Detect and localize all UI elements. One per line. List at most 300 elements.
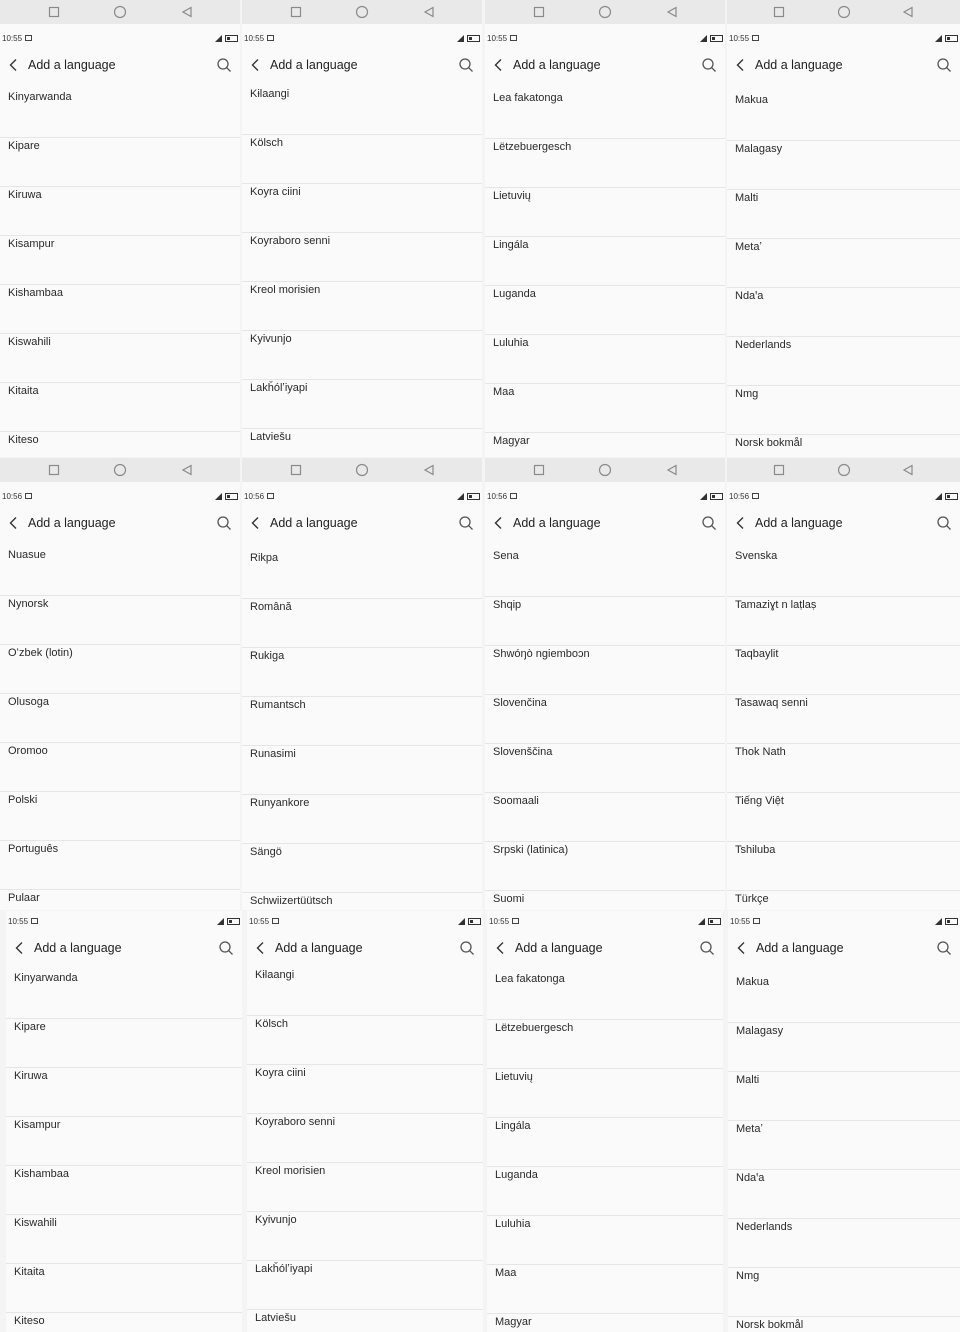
signal-icon xyxy=(700,35,707,42)
status-time: 10:55 xyxy=(249,916,270,926)
back-button[interactable] xyxy=(485,50,511,80)
recent-apps-icon[interactable] xyxy=(41,0,67,24)
language-item[interactable] xyxy=(727,435,960,457)
sim-card-icon xyxy=(510,35,517,41)
battery-icon xyxy=(710,493,723,500)
language-name: Runasimi xyxy=(250,748,296,760)
battery-icon xyxy=(945,35,958,42)
language-name: Kipare xyxy=(14,1021,46,1033)
back-button[interactable] xyxy=(242,508,268,538)
signal-icon xyxy=(457,493,464,500)
status-time: 10:56 xyxy=(487,491,508,501)
language-item[interactable] xyxy=(242,844,482,893)
language-screen-3 xyxy=(485,0,725,457)
language-item[interactable] xyxy=(485,744,725,793)
language-item[interactable] xyxy=(485,646,725,695)
language-name: Lingála xyxy=(493,239,529,251)
recent-apps-icon[interactable] xyxy=(283,0,309,24)
language-item[interactable] xyxy=(247,1016,483,1065)
status-time: 10:55 xyxy=(2,33,23,43)
recent-apps-icon[interactable] xyxy=(526,458,552,482)
language-item[interactable] xyxy=(242,746,482,795)
battery-icon xyxy=(710,35,723,42)
language-name: Shqip xyxy=(493,599,522,611)
language-item[interactable] xyxy=(727,386,960,435)
status-time: 10:55 xyxy=(8,916,29,926)
language-item[interactable] xyxy=(0,645,240,694)
language-item[interactable] xyxy=(485,433,725,457)
page-title: Add a language xyxy=(513,58,601,72)
status-time: 10:56 xyxy=(244,491,265,501)
language-name: Lakȟólʼiyapi xyxy=(255,1263,313,1275)
search-button[interactable] xyxy=(697,508,721,538)
search-icon xyxy=(458,57,474,73)
language-item[interactable] xyxy=(727,891,960,910)
search-button[interactable] xyxy=(454,508,478,538)
language-name: Kishambaa xyxy=(8,287,64,299)
language-item[interactable] xyxy=(487,971,723,1020)
language-item[interactable] xyxy=(485,237,725,286)
language-item[interactable] xyxy=(728,1170,960,1219)
language-item[interactable] xyxy=(487,1216,723,1265)
nav-back-icon[interactable] xyxy=(895,458,921,482)
language-name: Kiteso xyxy=(14,1315,45,1327)
recent-apps-icon[interactable] xyxy=(283,458,309,482)
language-name: Malagasy xyxy=(735,143,783,155)
language-name: Malagasy xyxy=(736,1025,784,1037)
signal-icon xyxy=(700,493,707,500)
search-button[interactable] xyxy=(212,50,236,80)
language-name: Türkçe xyxy=(735,893,769,905)
language-item[interactable] xyxy=(0,187,240,236)
language-item[interactable] xyxy=(242,233,482,282)
language-name: Rukiga xyxy=(250,650,285,662)
language-name: Slovenščina xyxy=(493,746,553,758)
home-icon[interactable] xyxy=(107,0,133,24)
language-item[interactable] xyxy=(0,383,240,432)
language-name: Nynorsk xyxy=(8,598,49,610)
language-name: Lea fakatonga xyxy=(493,92,563,104)
language-name: Maa xyxy=(495,1267,517,1279)
signal-icon xyxy=(217,918,224,925)
chevron-left-icon xyxy=(493,58,503,72)
language-item[interactable] xyxy=(728,1121,960,1170)
language-item[interactable] xyxy=(728,1268,960,1317)
status-left xyxy=(2,492,32,501)
language-name: Rikpa xyxy=(250,552,279,564)
home-icon[interactable] xyxy=(349,0,375,24)
language-name: Kisampur xyxy=(14,1119,61,1131)
language-item[interactable] xyxy=(0,792,240,841)
language-name: Kitaita xyxy=(8,385,39,397)
language-name: Tshiluba xyxy=(735,844,776,856)
app-bar xyxy=(247,933,483,963)
language-item[interactable] xyxy=(247,1261,483,1310)
home-icon[interactable] xyxy=(592,0,618,24)
language-item[interactable] xyxy=(485,842,725,891)
language-name: Malti xyxy=(736,1074,760,1086)
language-item[interactable] xyxy=(247,967,483,1016)
language-screen-6 xyxy=(242,458,482,910)
language-item[interactable] xyxy=(728,974,960,1023)
language-name: Kipare xyxy=(8,140,40,152)
system-nav-bar xyxy=(485,0,725,24)
search-icon xyxy=(936,515,952,531)
language-name: Shwóŋò ngiemboɔn xyxy=(493,648,590,660)
status-left xyxy=(244,34,274,43)
sim-card-icon xyxy=(25,35,32,41)
signal-icon xyxy=(215,35,222,42)
language-item[interactable] xyxy=(728,1219,960,1268)
language-item[interactable] xyxy=(485,597,725,646)
search-icon xyxy=(458,515,474,531)
home-icon[interactable] xyxy=(831,458,857,482)
sim-card-icon xyxy=(752,493,759,499)
language-item[interactable] xyxy=(6,970,242,1019)
language-item[interactable] xyxy=(6,1166,242,1215)
chevron-left-icon xyxy=(8,516,18,530)
search-icon xyxy=(936,940,952,956)
language-item[interactable] xyxy=(242,599,482,648)
language-item[interactable] xyxy=(6,1313,242,1332)
nav-back-icon[interactable] xyxy=(416,458,442,482)
search-button[interactable] xyxy=(932,50,956,80)
back-button[interactable] xyxy=(728,933,754,963)
language-name: Lea fakatonga xyxy=(495,973,565,985)
chevron-left-icon xyxy=(250,516,260,530)
language-item[interactable] xyxy=(6,1117,242,1166)
language-item[interactable] xyxy=(242,697,482,746)
language-item[interactable] xyxy=(485,90,725,139)
status-bar xyxy=(727,30,960,46)
chevron-left-icon xyxy=(495,941,505,955)
status-bar xyxy=(485,488,725,504)
search-button[interactable] xyxy=(212,508,236,538)
sim-card-icon xyxy=(753,918,760,924)
language-item[interactable] xyxy=(727,548,960,597)
system-nav-bar xyxy=(0,458,240,482)
language-name: Tamaziɣt n laṭlaṣ xyxy=(735,599,817,611)
language-item[interactable] xyxy=(242,380,482,429)
search-button[interactable] xyxy=(695,933,719,963)
language-name: Magyar xyxy=(495,1316,532,1328)
back-button[interactable] xyxy=(6,933,32,963)
page-title: Add a language xyxy=(515,941,603,955)
sim-card-icon xyxy=(752,35,759,41)
language-item[interactable] xyxy=(485,335,725,384)
system-nav-bar xyxy=(0,0,240,24)
language-name: Srpski (latinica) xyxy=(493,844,569,856)
language-name: Slovenčina xyxy=(493,697,547,709)
status-left xyxy=(244,492,274,501)
language-item[interactable] xyxy=(0,694,240,743)
language-name: Română xyxy=(250,601,292,613)
language-item[interactable] xyxy=(485,188,725,237)
search-icon xyxy=(701,57,717,73)
language-item[interactable] xyxy=(727,695,960,744)
status-bar xyxy=(727,488,960,504)
status-right xyxy=(457,493,480,500)
search-button[interactable] xyxy=(697,50,721,80)
language-item[interactable] xyxy=(485,891,725,910)
language-name: Kyivunjo xyxy=(250,333,292,345)
recent-apps-icon[interactable] xyxy=(526,0,552,24)
language-item[interactable] xyxy=(727,597,960,646)
status-bar xyxy=(485,30,725,46)
language-item[interactable] xyxy=(247,1310,483,1332)
back-button[interactable] xyxy=(487,933,513,963)
language-name: Norsk bokmål xyxy=(735,437,803,449)
language-item[interactable] xyxy=(242,282,482,331)
back-button[interactable] xyxy=(242,50,268,80)
battery-icon xyxy=(468,918,481,925)
language-item[interactable] xyxy=(727,92,960,141)
back-button[interactable] xyxy=(727,50,753,80)
language-item[interactable] xyxy=(727,842,960,891)
search-icon xyxy=(701,515,717,531)
language-item[interactable] xyxy=(242,550,482,599)
home-icon[interactable] xyxy=(592,458,618,482)
language-item[interactable] xyxy=(6,1264,242,1313)
language-item[interactable] xyxy=(242,331,482,380)
page-title: Add a language xyxy=(755,516,843,530)
status-right xyxy=(215,493,238,500)
language-item[interactable] xyxy=(0,89,240,138)
page-title: Add a language xyxy=(513,516,601,530)
signal-icon xyxy=(458,918,465,925)
language-name: Taqbaylit xyxy=(735,648,779,660)
language-name: Latviešu xyxy=(250,431,291,443)
language-item[interactable] xyxy=(485,384,725,433)
language-name: Suomi xyxy=(493,893,525,905)
language-item[interactable] xyxy=(487,1118,723,1167)
language-item[interactable] xyxy=(242,893,482,910)
back-button[interactable] xyxy=(0,508,26,538)
language-name: Thok Nath xyxy=(735,746,786,758)
page-title: Add a language xyxy=(755,58,843,72)
nav-back-icon[interactable] xyxy=(659,458,685,482)
language-name: Lietuvių xyxy=(495,1071,533,1083)
language-item[interactable] xyxy=(487,1167,723,1216)
chevron-left-icon xyxy=(735,58,745,72)
language-item[interactable] xyxy=(242,795,482,844)
language-item[interactable] xyxy=(242,86,482,135)
signal-icon xyxy=(215,493,222,500)
status-time: 10:55 xyxy=(730,916,751,926)
sim-card-icon xyxy=(31,918,38,924)
language-name: Ndaꞌa xyxy=(735,290,764,302)
language-name: Nmg xyxy=(736,1270,760,1282)
language-name: Nederlands xyxy=(735,339,792,351)
language-name: Polski xyxy=(8,794,38,806)
language-item[interactable] xyxy=(242,135,482,184)
language-item[interactable] xyxy=(247,1065,483,1114)
recent-apps-icon[interactable] xyxy=(766,458,792,482)
language-item[interactable] xyxy=(487,1265,723,1314)
language-screen-1 xyxy=(0,0,240,457)
language-item[interactable] xyxy=(242,429,482,457)
status-bar xyxy=(487,913,723,929)
home-icon[interactable] xyxy=(831,0,857,24)
language-name: Schwiizertüütsch xyxy=(250,895,333,907)
language-name: Kiswahili xyxy=(8,336,51,348)
language-name: Kɨlaangi xyxy=(250,88,290,100)
language-name: Nederlands xyxy=(736,1221,793,1233)
status-left xyxy=(8,917,38,926)
language-item[interactable] xyxy=(6,1215,242,1264)
language-name: Kisampur xyxy=(8,238,55,250)
status-right xyxy=(457,35,480,42)
language-name: Magyar xyxy=(493,435,530,447)
language-name: Português xyxy=(8,843,59,855)
status-right xyxy=(935,493,958,500)
language-item[interactable] xyxy=(485,286,725,335)
language-item[interactable] xyxy=(727,793,960,842)
language-name: Nmg xyxy=(735,388,759,400)
language-item[interactable] xyxy=(485,793,725,842)
back-button[interactable] xyxy=(485,508,511,538)
home-icon[interactable] xyxy=(107,458,133,482)
status-right xyxy=(217,918,240,925)
language-item[interactable] xyxy=(0,547,240,596)
language-name: Malti xyxy=(735,192,759,204)
language-item[interactable] xyxy=(0,138,240,187)
page-title: Add a language xyxy=(34,941,122,955)
language-item[interactable] xyxy=(6,1068,242,1117)
language-item[interactable] xyxy=(728,1317,960,1332)
battery-icon xyxy=(467,493,480,500)
language-item[interactable] xyxy=(0,285,240,334)
app-bar xyxy=(6,933,242,963)
language-item[interactable] xyxy=(0,743,240,792)
language-name: Norsk bokmål xyxy=(736,1319,804,1331)
battery-icon xyxy=(708,918,721,925)
language-item[interactable] xyxy=(0,236,240,285)
language-item[interactable] xyxy=(727,288,960,337)
language-name: Luganda xyxy=(493,288,536,300)
system-nav-bar xyxy=(727,0,960,24)
language-screen-10 xyxy=(247,911,483,1332)
status-right xyxy=(698,918,721,925)
language-screen-12 xyxy=(728,911,960,1332)
language-item[interactable] xyxy=(487,1069,723,1118)
search-button[interactable] xyxy=(932,933,956,963)
status-right xyxy=(700,493,723,500)
language-name: Lietuvių xyxy=(493,190,531,202)
app-bar xyxy=(242,50,482,80)
chevron-left-icon xyxy=(250,58,260,72)
language-item[interactable] xyxy=(485,695,725,744)
signal-icon xyxy=(457,35,464,42)
nav-back-icon[interactable] xyxy=(416,0,442,24)
status-time: 10:55 xyxy=(729,33,750,43)
language-item[interactable] xyxy=(487,1020,723,1069)
language-name: Luluhia xyxy=(495,1218,531,1230)
language-item[interactable] xyxy=(0,596,240,645)
battery-icon xyxy=(227,918,240,925)
language-item[interactable] xyxy=(247,1212,483,1261)
language-item[interactable] xyxy=(242,648,482,697)
back-button[interactable] xyxy=(247,933,273,963)
app-bar xyxy=(487,933,723,963)
language-name: Lakȟólʼiyapi xyxy=(250,382,308,394)
language-name: Kölsch xyxy=(255,1018,289,1030)
language-item[interactable] xyxy=(0,334,240,383)
language-item[interactable] xyxy=(727,337,960,386)
app-bar xyxy=(0,50,240,80)
chevron-left-icon xyxy=(14,941,24,955)
language-name: Oromoo xyxy=(8,745,48,757)
language-item[interactable] xyxy=(247,1114,483,1163)
search-button[interactable] xyxy=(455,933,479,963)
language-item[interactable] xyxy=(0,890,240,910)
language-name: Lëtzebuergesch xyxy=(495,1022,574,1034)
status-bar xyxy=(242,488,482,504)
language-screen-11 xyxy=(487,911,723,1332)
nav-back-icon[interactable] xyxy=(895,0,921,24)
language-item[interactable] xyxy=(0,841,240,890)
language-name: Metaʼ xyxy=(736,1123,763,1135)
language-item[interactable] xyxy=(242,184,482,233)
status-time: 10:55 xyxy=(487,33,508,43)
recent-apps-icon[interactable] xyxy=(766,0,792,24)
language-item[interactable] xyxy=(247,1163,483,1212)
recent-apps-icon[interactable] xyxy=(41,458,67,482)
language-screen-2 xyxy=(242,0,482,457)
status-bar xyxy=(0,488,240,504)
nav-back-icon[interactable] xyxy=(174,0,200,24)
app-bar xyxy=(728,933,960,963)
search-button[interactable] xyxy=(454,50,478,80)
language-item[interactable] xyxy=(728,1023,960,1072)
status-left xyxy=(249,917,279,926)
language-screen-8 xyxy=(727,458,960,910)
status-bar xyxy=(242,30,482,46)
nav-back-icon[interactable] xyxy=(174,458,200,482)
nav-back-icon[interactable] xyxy=(659,0,685,24)
language-item[interactable] xyxy=(727,141,960,190)
language-item[interactable] xyxy=(0,432,240,457)
language-item[interactable] xyxy=(728,1072,960,1121)
language-name: Tasawaq senni xyxy=(735,697,808,709)
language-item[interactable] xyxy=(485,548,725,597)
language-screen-9 xyxy=(6,911,242,1332)
back-button[interactable] xyxy=(727,508,753,538)
language-item[interactable] xyxy=(485,139,725,188)
sim-card-icon xyxy=(510,493,517,499)
language-name: Luluhia xyxy=(493,337,529,349)
status-bar xyxy=(6,913,242,929)
language-name: Kiteso xyxy=(8,434,39,446)
back-button[interactable] xyxy=(0,50,26,80)
language-item[interactable] xyxy=(727,646,960,695)
language-name: Kreol morisien xyxy=(250,284,321,296)
language-name: Koyra ciini xyxy=(250,186,301,198)
language-item[interactable] xyxy=(487,1314,723,1332)
search-button[interactable] xyxy=(214,933,238,963)
language-item[interactable] xyxy=(727,744,960,793)
search-button[interactable] xyxy=(932,508,956,538)
status-time: 10:55 xyxy=(244,33,265,43)
language-name: Koyraboro senni xyxy=(250,235,331,247)
home-icon[interactable] xyxy=(349,458,375,482)
sim-card-icon xyxy=(267,35,274,41)
language-item[interactable] xyxy=(727,239,960,288)
language-item[interactable] xyxy=(6,1019,242,1068)
app-bar xyxy=(485,50,725,80)
language-name: Oʻzbek (lotin) xyxy=(8,647,73,659)
language-item[interactable] xyxy=(727,190,960,239)
